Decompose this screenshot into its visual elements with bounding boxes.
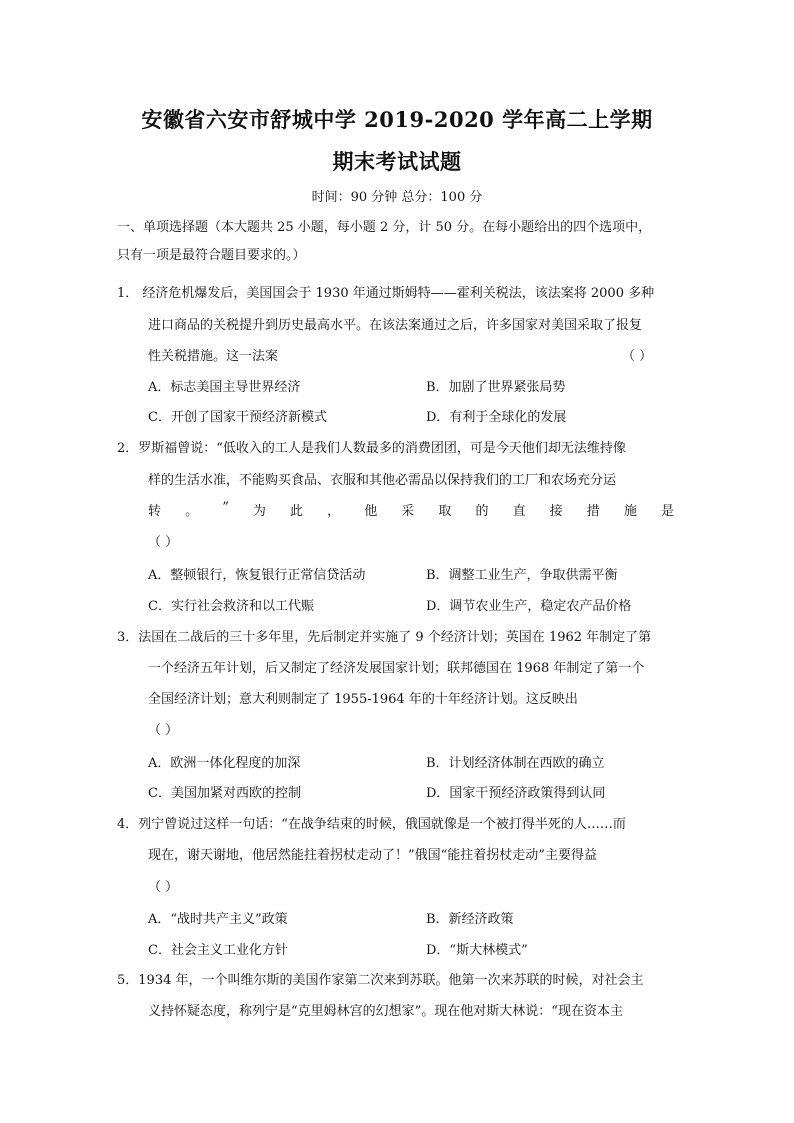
q3-option-b: B．计划经济体制在西欧的确立: [426, 756, 605, 771]
exam-title-line1: 安徽省六安市舒城中学 2019-2020 学年高二上学期: [141, 107, 653, 132]
q2-char: 直: [512, 504, 526, 519]
q4-option-c: C．社会主义工业化方针: [148, 943, 288, 958]
q2-option-b: B．调整工业生产，争取供需平衡: [426, 568, 618, 583]
q2-char: 此: [290, 504, 304, 519]
q5-stem-line2: 义持怀疑态度，称列宁是“克里姆林宫的幻想家”。现在他对斯大林说：“现在资本主: [148, 1004, 623, 1019]
q2-char: ，: [327, 504, 341, 519]
section-instructions-line1: 一、单项选择题（本大题共 25 小题，每小题 2 分，计 50 分。在每小题给出的四个选项中，: [117, 220, 652, 235]
q2-char: 采: [401, 504, 415, 519]
q2-char: 接: [549, 504, 563, 519]
q2-char: 措: [586, 504, 600, 519]
q1-option-c: C．开创了国家干预经济新模式: [148, 410, 327, 425]
q3-answer-paren: （ ）: [148, 723, 179, 738]
q2-stem-line2: 样的生活水准，不能购买食品、衣服和其他必需品以保持我们的工厂和农场充分运: [148, 473, 617, 488]
q1-stem-line3: 性关税措施。这一法案: [148, 349, 279, 364]
exam-title-line2: 期末考试试题: [332, 149, 462, 174]
q4-stem-line1: 4．列宁曾说过这样一句话：“在战争结束的时候，俄国就像是一个被打得半死的人……而: [117, 817, 626, 832]
q2-char: 施: [623, 504, 637, 519]
q4-stem-line2: 现在，谢天谢地，他居然能拄着拐杖走动了！”俄国“能拄着拐杖走动”主要得益: [148, 848, 597, 863]
q4-option-b: B．新经济政策: [426, 912, 514, 927]
q1-stem-line2: 进口商品的关税提升到历史最高水平。在该法案通过之后，许多国家对美国采取了报复: [148, 318, 643, 333]
exam-time-info: 时间：90 分钟 总分：100 分: [311, 190, 483, 205]
q1-option-a: A．标志美国主导世界经济: [148, 380, 301, 395]
q1-option-d: D．有利于全球化的发展: [426, 410, 567, 425]
q2-option-c: C．实行社会救济和以工代赈: [148, 599, 314, 614]
q1-option-b: B．加剧了世界紧张局势: [426, 380, 566, 395]
q4-option-a: A．“战时共产主义”政策: [148, 912, 288, 927]
q2-char: 是: [660, 504, 674, 519]
q5-stem-line1: 5．1934 年，一个叫维尔斯的美国作家第二次来到苏联。他第一次来苏联的时候，对社会主: [117, 973, 644, 988]
q2-stem-line1: 2．罗斯福曾说：“低收入的工人是我们人数最多的消费团团，可是今天他们却无法维持像: [117, 441, 626, 456]
q2-char: 的: [475, 504, 489, 519]
q2-answer-paren: （ ）: [148, 535, 179, 550]
q3-stem-line2: 一个经济五年计划，后又制定了经济发展国家计划；联邦德国在 1968 年制定了第一个: [148, 661, 645, 676]
q2-char: 为: [252, 504, 266, 519]
q3-option-d: D．国家干预经济政策得到认同: [426, 786, 606, 801]
q3-option-c: C．美国加紧对西欧的控制: [148, 786, 301, 801]
q2-char: ”: [222, 500, 229, 515]
q1-answer-paren: （ ）: [622, 349, 653, 364]
q1-stem-line1: 1． 经济危机爆发后，美国国会于 1930 年通过斯姆特——霍利关税法，该法案将 2000 多种: [117, 286, 655, 301]
q2-option-a: A．整顿银行，恢复银行正常信贷活动: [148, 568, 366, 583]
q2-option-d: D．调节农业生产，稳定农产品价格: [426, 599, 632, 614]
q3-stem-line1: 3．法国在二战后的三十多年里，先后制定并实施了 9 个经济计划；英国在 1962 年制定了第: [117, 630, 652, 645]
q2-char: 转: [148, 504, 162, 519]
section-instructions-line2: 只有一项是最符合题目要求的。）: [117, 248, 306, 263]
q4-option-d: D．“斯大林模式”: [426, 943, 528, 958]
q4-answer-paren: （ ）: [148, 880, 179, 895]
q3-option-a: A．欧洲一体化程度的加深: [148, 756, 301, 771]
q2-stem-line3: [148, 500, 674, 519]
q2-char: 他: [364, 504, 378, 519]
q3-stem-line3: 全国经济计划；意大利则制定了 1955-1964 年的十年经济计划。这反映出: [148, 692, 578, 707]
q2-char: 。: [185, 504, 199, 519]
q2-char: 取: [438, 504, 452, 519]
